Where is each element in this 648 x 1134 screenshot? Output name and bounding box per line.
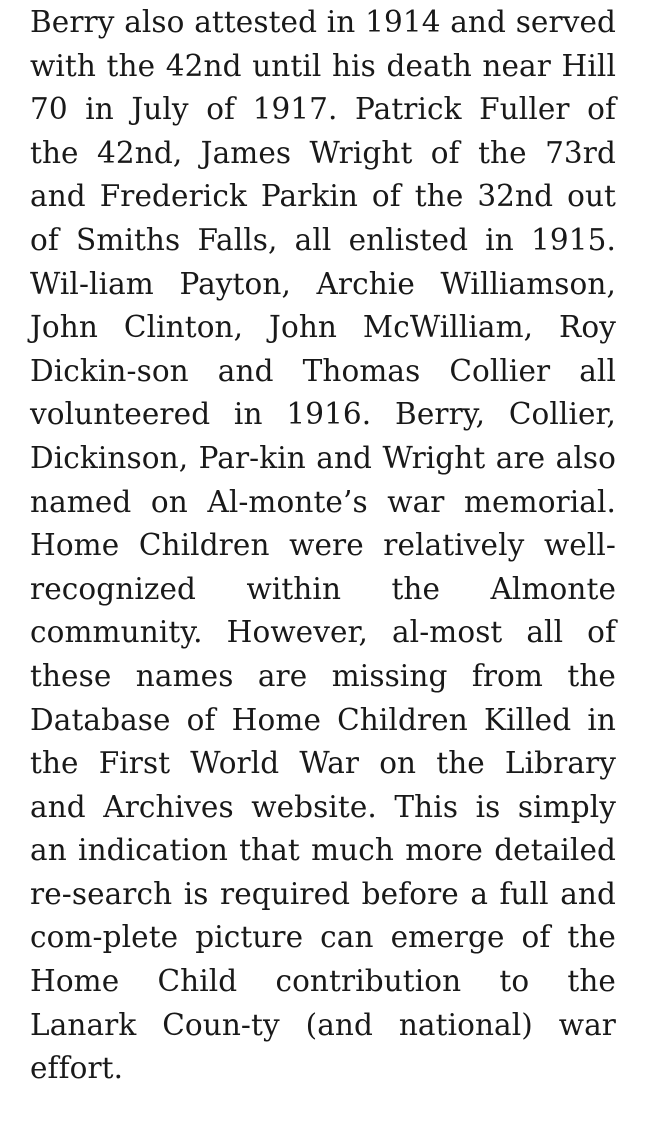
body-paragraph: Berry also attested in 1914 and served with the 42nd until his death near Hill 70 in July of 1917. Patrick Fuller of the 42nd, James Wright of the 73rd and Frederick Parkin of the 32nd out of Smiths Falls, all enlisted in 1915. Wil-liam Payton, Archie Williamson, John Clinton, John McWilliam, Roy Dickin-son and Thomas Collier all volunteered in 1916. Berry, Collier, Dickinson, Par-kin and Wright are also named on Al-monte’s war memorial. Home Children were relatively well-recognized within the Almonte community. However, al-most all of these names are missing from the Database of Home Children Killed in the First World War on the Library and Archives website. This is simply an indication that much more detailed re-search is required before a full and com-plete picture can emerge of the Home Child contribution to the Lanark Coun-ty (and national) war effort. (30, 5, 616, 1086)
